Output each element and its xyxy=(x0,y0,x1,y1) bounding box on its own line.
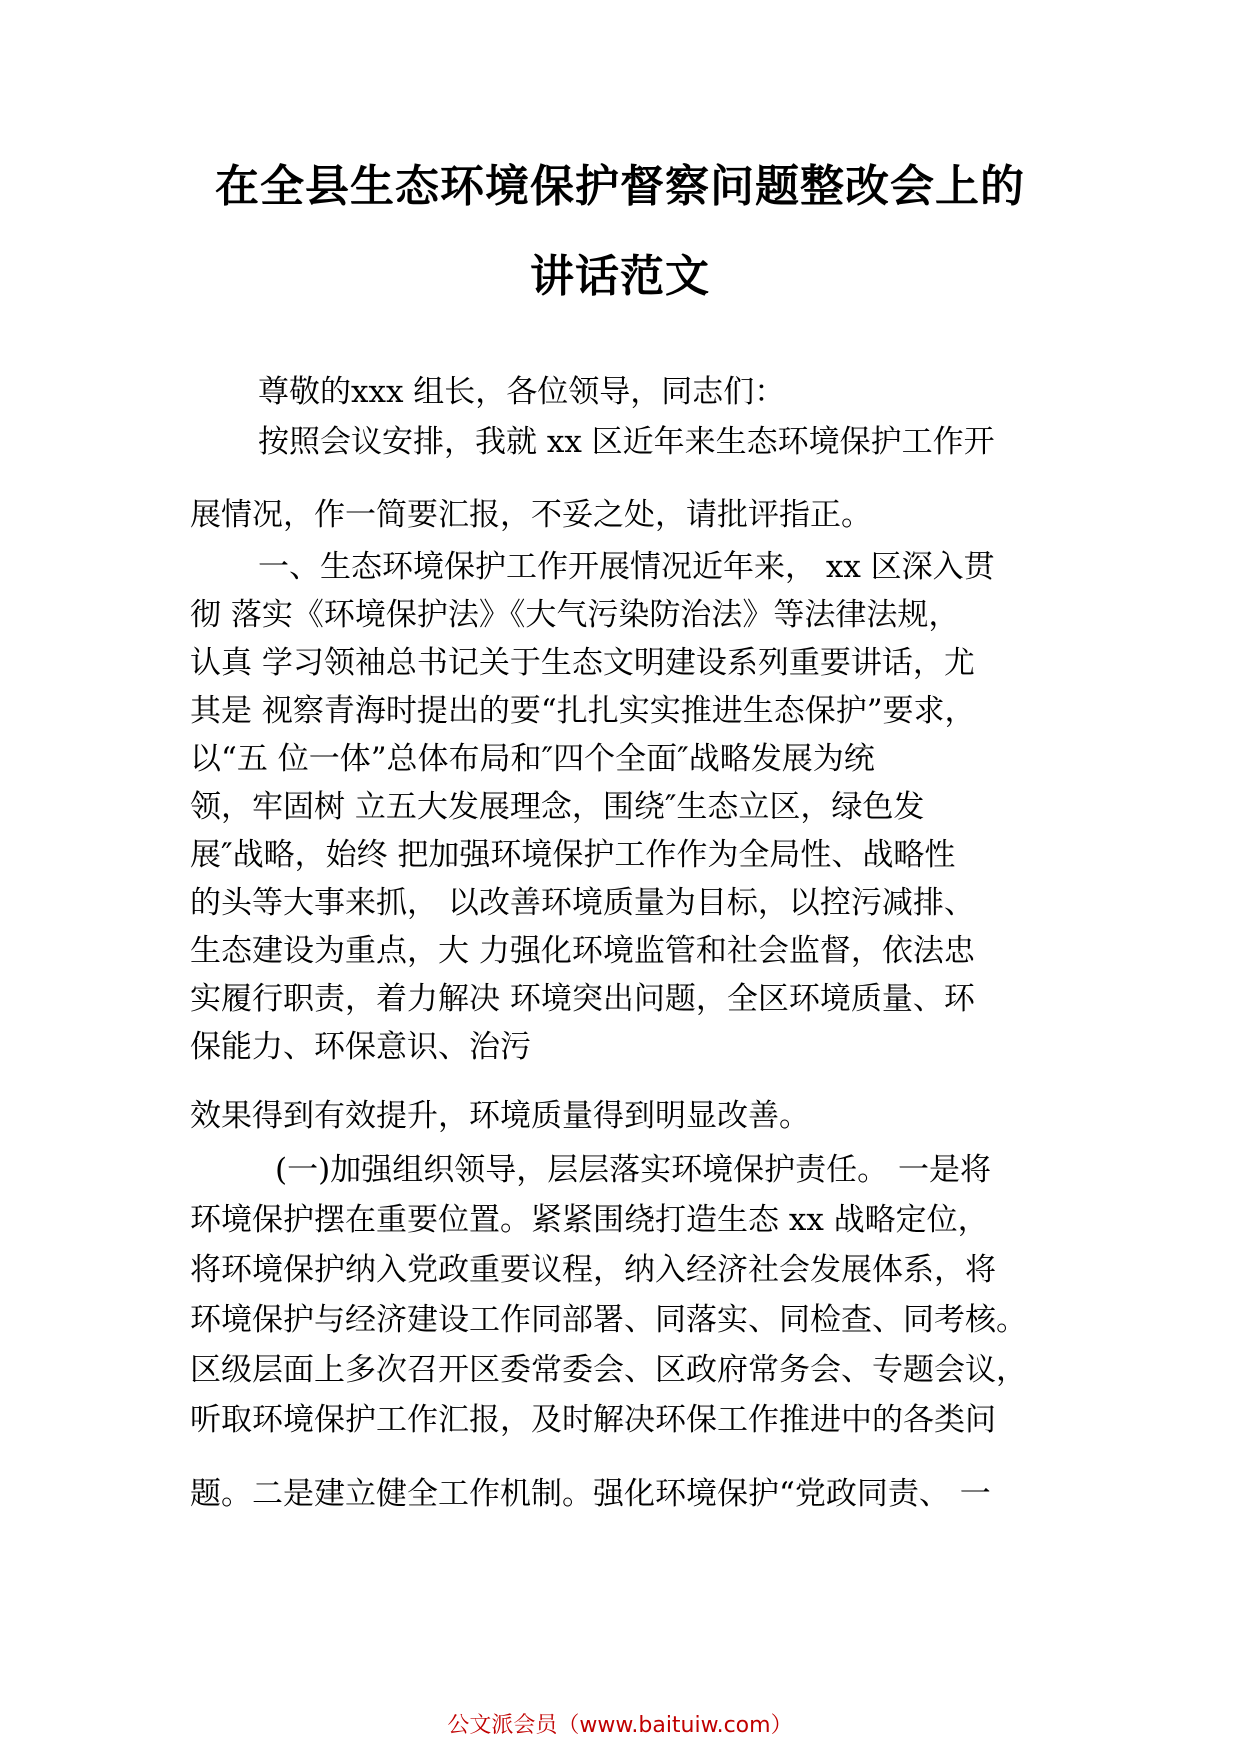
body-line: 领，牢固树 立五大发展理念，围绕″生态立区，绿色发 xyxy=(190,789,925,825)
body-line: 按照会议安排，我就 xx 区近年来生态环境保护工作开 xyxy=(258,424,995,460)
body-line: 将环境保护纳入党政重要议程，纳入经济社会发展体系，将 xyxy=(190,1252,996,1288)
body-line: 效果得到有效提升，环境质量得到明显改善。 xyxy=(190,1098,810,1134)
body-line: 保能力、环保意识、治污 xyxy=(190,1029,531,1065)
body-line: 环境保护与经济建设工作同部署、同落实、同检查、同考核。 xyxy=(190,1302,1027,1338)
body-line: 其是 视察青海时提出的要“扎扎实实推进生态保护”要求， xyxy=(190,693,976,729)
body-line: 展″战略，始终 把加强环境保护工作作为全局性、战略性 xyxy=(190,837,956,873)
document-title-line-2: 讲话范文 xyxy=(530,251,710,302)
body-line: 的头等大事来抓， 以改善环境质量为目标，以控污减排、 xyxy=(190,885,975,921)
document-title-line-1: 在全县生态环境保护督察问题整改会上的 xyxy=(215,161,1025,212)
body-line: 实履行职责，着力解决 环境突出问题，全区环境质量、环 xyxy=(190,981,975,1017)
body-line: 生态建设为重点，大 力强化环境监管和社会监督，依法忠 xyxy=(190,933,975,969)
body-line: 题。二是建立健全工作机制。强化环境保护“党政同责、 一 xyxy=(190,1476,991,1512)
body-line: 认真 学习领袖总书记关于生态文明建设系列重要讲话，尤 xyxy=(190,645,975,681)
footer-watermark: 公文派会员（www.baituiw.com） xyxy=(447,1713,793,1738)
body-line: 尊敬的xxx 组长，各位领导，同志们： xyxy=(258,374,786,410)
body-line: 听取环境保护工作汇报，及时解决环保工作推进中的各类问 xyxy=(190,1402,996,1438)
body-line: 环境保护摆在重要位置。紧紧围绕打造生态 xx 战略定位， xyxy=(190,1202,989,1238)
body-line: 一、生态环境保护工作开展情况近年来， xx 区深入贯 xyxy=(258,549,995,585)
body-line: (一)加强组织领导，层层落实环境保护责任。 一是将 xyxy=(275,1152,992,1188)
body-line: 以“五 位一体”总体布局和″四个全面″战略发展为统 xyxy=(190,741,875,777)
body-line: 展情况，作一简要汇报，不妥之处，请批评指正。 xyxy=(190,497,872,533)
body-line: 区级层面上多次召开区委常委会、区政府常务会、专题会议， xyxy=(190,1352,1027,1388)
body-line: 彻 落实《环境保护法》《大气污染防治法》等法律法规， xyxy=(190,597,960,633)
